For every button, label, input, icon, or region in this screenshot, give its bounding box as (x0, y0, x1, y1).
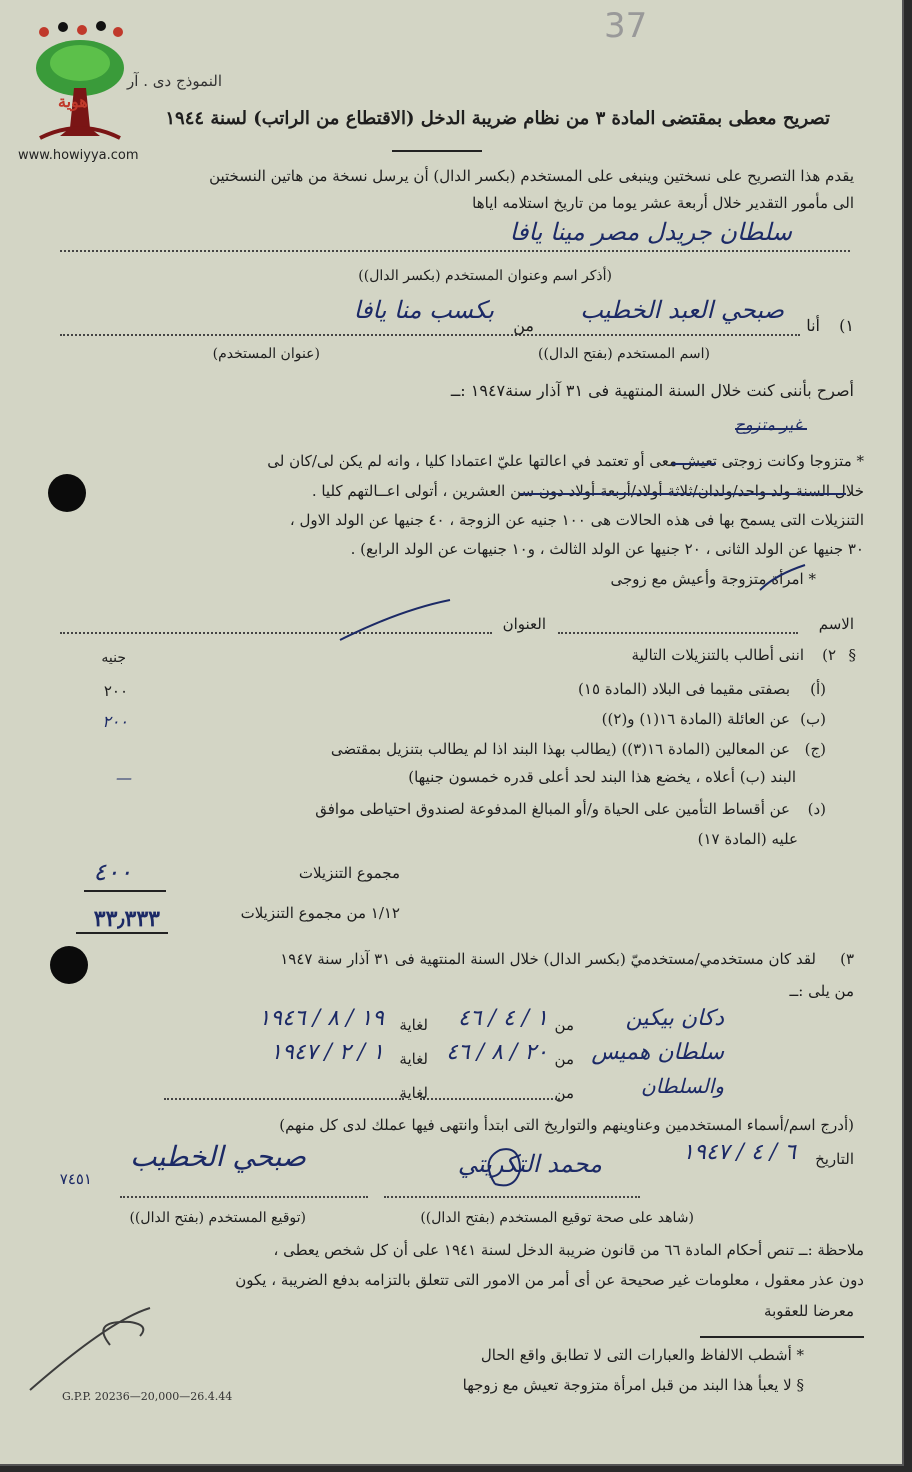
section2-currency-header: جنيه (101, 650, 126, 666)
married-line-2: خلال السنة ولد واحد/ولدان/ثلاثة أولاد/أربعة أولاد دون سن العشرين ، أتولى اعــالتهم كليا . (311, 482, 864, 500)
date-value[interactable]: ٦ / ٤ / ١٩٤٧ (682, 1140, 796, 1165)
section1-number: ١) (839, 316, 854, 335)
employee-signature[interactable]: صبحي الخطيب (130, 1140, 306, 1173)
logo-text: هوية (58, 92, 88, 111)
note-line-3: معرضا للعقوبة (764, 1302, 854, 1320)
item-c-letter: (ج) (804, 740, 826, 758)
item-d-letter: (د) (807, 800, 826, 818)
employer-1-to-label: لغاية (399, 1016, 428, 1034)
item-b-text: عن العائلة (المادة ١٦(١) و(٢)) (601, 710, 790, 728)
item-b-letter: (ب) (800, 710, 826, 728)
printer-code: G.P.P. 20236—20,000—26.4.44 (62, 1390, 233, 1403)
section1-caption-name: (اسم المستخدم (بفتح الدال)) (538, 346, 710, 362)
document-title: تصريح معطى بمقتضى المادة ٣ من نظام ضريبة الدخل (الاقتطاع من الراتب) لسنة ١٩٤٤ (165, 108, 830, 129)
twelfth-value[interactable]: ٣٣٫٣٣٣ (93, 906, 160, 932)
note-line-2: دون عذر معقول ، معلومات غير صحيحة عن أى أمر من الامور التى تتعلق بالتزامه بدفع الضريبة ، يكون (235, 1271, 864, 1289)
caption-employer-witness: (شاهد على صحة توقيع المستخدم (بفتح الدال)) (420, 1210, 694, 1226)
page-number: 37 (604, 6, 648, 46)
section2-number: ٢) (822, 646, 836, 664)
total-value[interactable]: ٤٠٠ (93, 858, 132, 886)
footnote-star: * أشطب الالفاظ والعبارات التى لا تطابق واقع الحال (480, 1346, 804, 1364)
employer-1-to[interactable]: ١٩ / ٨ / ١٩٤٦ (258, 1006, 384, 1031)
section1-caption-address: (عنوان المستخدم) (212, 346, 320, 362)
total-label: مجموع التنزيلات (298, 864, 400, 882)
employer-2-name[interactable]: سلطان هميس (591, 1040, 724, 1065)
footnote-section: § لا يعبأ هذا البند من قبل امرأة متزوجة تعيش مع زوجها (462, 1376, 804, 1394)
employer-2-from-label: من (554, 1050, 574, 1068)
section1-prefix: أنا (806, 316, 820, 335)
item-d-text-2: عليه (المادة ١٧) (697, 830, 798, 848)
employer-3-name[interactable]: والسلطان (641, 1074, 724, 1098)
employer-caption: (أذكر اسم وعنوان المستخدم (بكسر الدال)) (358, 268, 612, 284)
married-line-5: * امرأة متزوجة وأعيش مع زوجى (610, 570, 816, 588)
twelfth-label: ١/١٢ من مجموع التنزيلات (240, 904, 400, 922)
section2-heading: اننى أطالب بالتنزيلات التالية (631, 646, 804, 664)
employer-3-from-label: من (554, 1084, 574, 1102)
form-code: النموذج دى . آر (127, 72, 222, 90)
employer-handwritten[interactable]: سلطان جريدل مصر مينا يافا (509, 218, 792, 246)
item-a-text: بصفتى مقيما فى البلاد (المادة ١٥) (578, 680, 790, 698)
section3-number: ٣) (840, 950, 854, 968)
note-line-1: ملاحظة :ــ تنص أحكام المادة ٦٦ من قانون ضريبة الدخل لسنة ١٩٤١ على أن كل شخص يعطى ، (273, 1241, 864, 1259)
item-c-text: عن المعالين (المادة ١٦(٣)) (يطالب بهذا البند اذا لم يطالب بتنزيل بمقتضى (330, 740, 790, 758)
employer-1-from-label: من (554, 1016, 574, 1034)
employer-2-to-label: لغاية (399, 1050, 428, 1068)
employer-2-to[interactable]: ١ / ٢ / ١٩٤٧ (270, 1040, 384, 1065)
item-a-letter: (أ) (810, 680, 826, 698)
signature-code[interactable]: ٧٤٥١ (59, 1170, 92, 1188)
married-line-4: ٣٠ جنيها عن الولد الثانى ، ٢٠ جنيها عن الولد الثالث ، و١٠ جنيهات عن الولد الرابع) . (350, 540, 864, 558)
caption-employee-signature: (توقيع المستخدم (بفتح الدال)) (129, 1210, 306, 1226)
employer-signature[interactable]: محمد التكريتي (457, 1150, 602, 1178)
date-label: التاريخ (815, 1150, 854, 1168)
watermark-site: www.howiyya.com (18, 148, 139, 163)
section3-text: لقد كان مستخدمي/مستخدميّ (بكسر الدال) خلال السنة المنتهية فى ٣١ آذار سنة ١٩٤٧ (280, 950, 816, 968)
employer-1-name[interactable]: دكان بيكين (625, 1006, 724, 1031)
married-line-3: التنزيلات التى يسمح بها فى هذه الحالات هى ١٠٠ جنيه عن الزوجة ، ٤٠ جنيها عن الولد الاول ، (289, 511, 864, 529)
employer-1-from[interactable]: ١ / ٤ / ٤٦ (457, 1006, 548, 1031)
husband-name-label: الاسم (818, 615, 854, 633)
intro-line-2: الى مأمور التقدير خلال أربعة عشر يوما من تاريخ استلامه اياها (472, 194, 854, 212)
item-c-text-2: البند (ب) أعلاه ، يخضع هذا البند لحد أعلى قدره خمسون جنيها) (408, 768, 796, 786)
item-d-text: عن أقساط التأمين على الحياة و/أو المبالغ المدفوعة لصندوق احتياطى موافق (315, 800, 790, 818)
intro-line-1: يقدم هذا التصريح على نسختين وينبغى على المستخدم (بكسر الدال) أن يرسل نسخة من هاتين النسختين (209, 167, 854, 185)
declare-line: أصرح بأننى كنت خلال السنة المنتهية فى ٣١ آذار سنة١٩٤٧ :ــ (450, 381, 854, 400)
declare-note-handwritten[interactable]: غير متزوج (734, 415, 802, 434)
item-b-amount[interactable]: ٢٠٠ (102, 712, 128, 731)
husband-address-label: العنوان (502, 615, 546, 633)
married-line-1: * متزوجا وكانت زوجتى تعيش معى أو تعتمد في اعالتها عليّ اعتمادا كليا ، وانه لم يكن لى/كان لى (267, 452, 864, 470)
section2-marker: § (848, 646, 856, 664)
employer-3-to-label: لغاية (399, 1084, 428, 1102)
item-a-amount: ٢٠٠ (103, 682, 128, 700)
section1-name-handwritten[interactable]: صبحي العبد الخطيب (580, 296, 784, 324)
section1-address-handwritten[interactable]: بكسب منا يافا (353, 296, 494, 324)
section1-from-label: من (513, 316, 534, 335)
item-c-amount[interactable]: — (116, 768, 132, 787)
employer-2-from[interactable]: ٢٠ / ٨ / ٤٦ (446, 1040, 548, 1065)
section3-instruction: (أدرج اسم/أسماء المستخدمين وعناوينهم والتواريخ التى ابتدأ وانتهى فيها عملك لدى كل منهم) (279, 1116, 854, 1134)
section3-text-2: من يلى :ــ (789, 982, 854, 1000)
